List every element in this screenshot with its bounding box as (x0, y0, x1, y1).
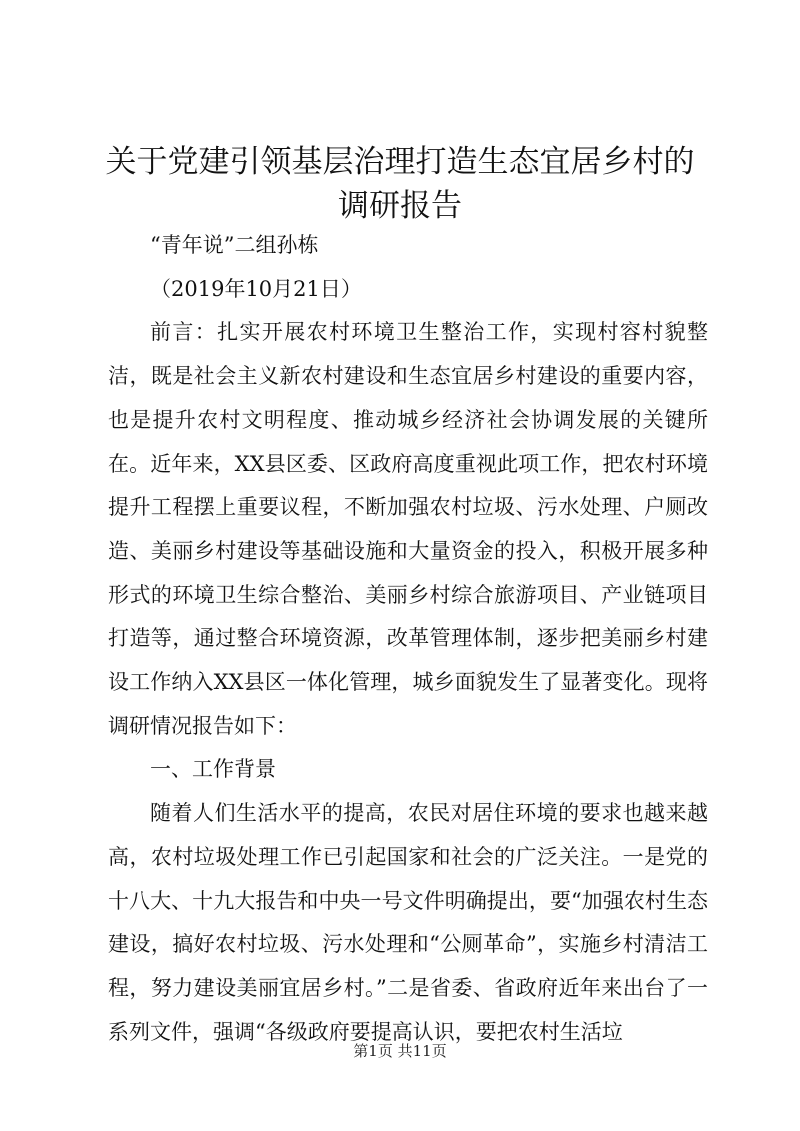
page-footer: 第1页 共11页 (353, 1042, 447, 1060)
document-body (108, 224, 708, 1054)
document-title: 关于党建引领基层治理打造生态宜居乡村的调研报告 (105, 144, 695, 224)
section-heading: 一、工作背景 (150, 757, 276, 782)
date-line: （2019年10月21日） (150, 276, 362, 301)
paragraph-preface: 前言：扎实开展农村环境卫生整治工作，实现村容村貌整洁，既是社会主义新农村建设和生态宜居乡村建设的重要内容，也是提升农村文明程度、推动城乡经济社会协调发展的关键所在。近年来，XX县区委、区政府高度重视此项工作，把农村环境提升工程摆上重要议程，不断加强农村垃圾、污水处理、户厕改造、美丽乡村建设等基础设施和大量资金的投入，积极开展多种形式的环境卫生综合整治、美丽乡村综合旅游项目、产业链项目打造等，通过整合环境资源，改革管理体制，逐步把美丽乡村建设工作纳入XX县区一体化管理，城乡面貌发生了显著变化。现将调研情况报告如下： (108, 320, 708, 738)
paragraph-background: 随着人们生活水平的提高，农民对居住环境的要求也越来越高，农村垃圾处理工作已引起国家和社会的广泛关注。一是党的十八大、十九大报告和中央一号文件明确提出，要“加强农村生态建设，搞好农村垃圾、污水处理和“公厕革命”，实施乡村清洁工程，努力建设美丽宜居乡村。”二是省委、省政府近年来出台了一系列文件，强调“各级政府要提高认识，要把农村生活垃 (108, 801, 708, 1044)
author-line: “青年说”二组孙栋 (150, 233, 319, 257)
